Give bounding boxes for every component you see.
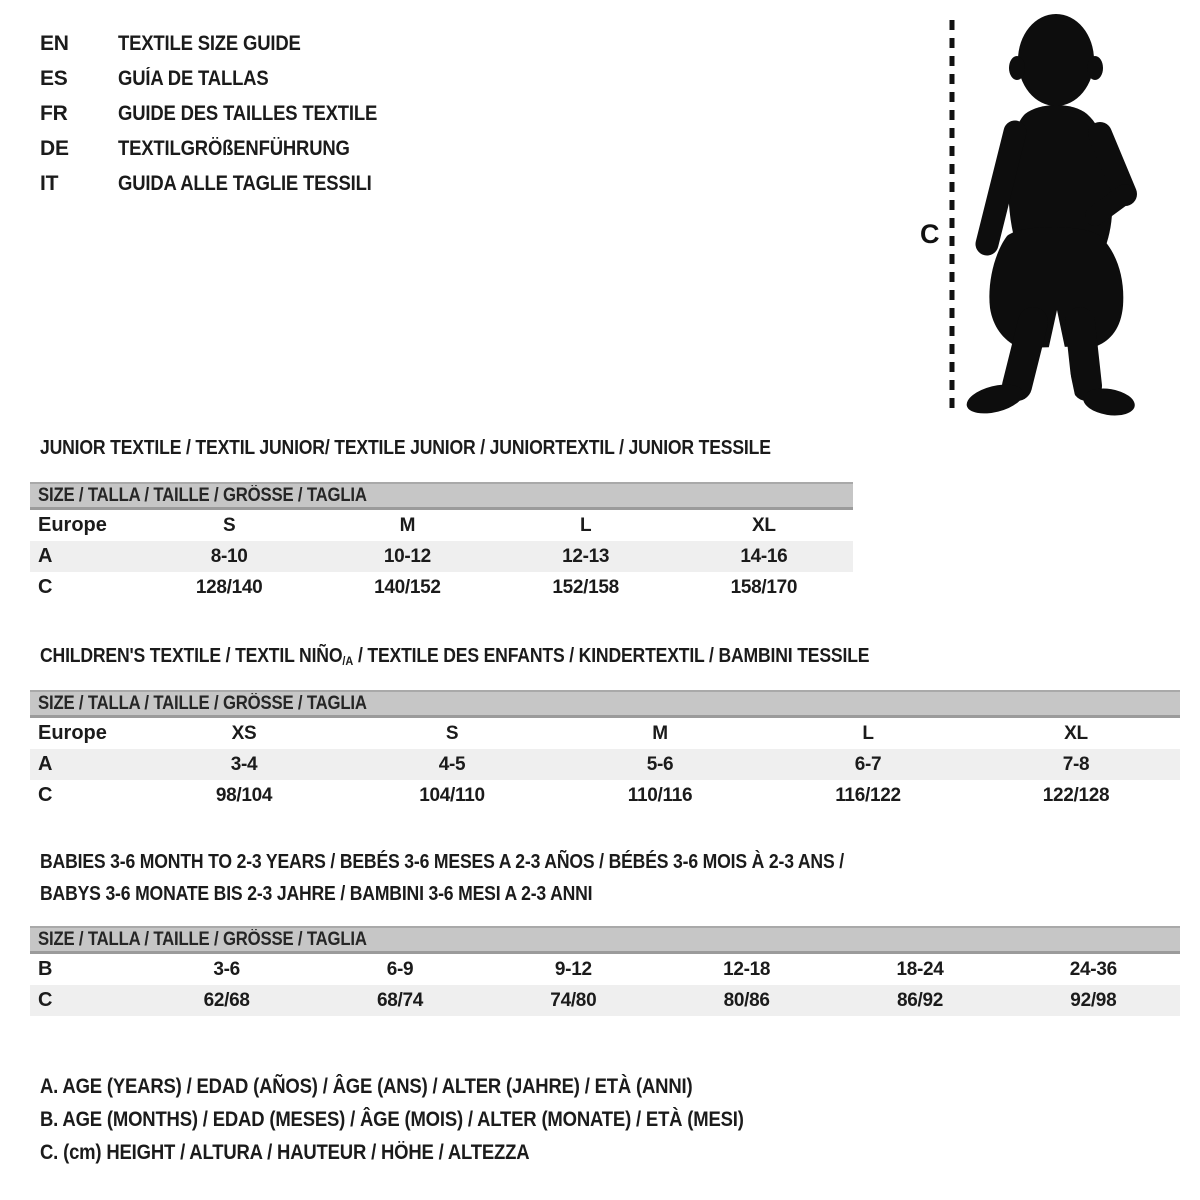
- size-cell: S: [222, 514, 236, 536]
- size-cell: 128/140: [195, 576, 263, 598]
- size-cell: 92/98: [1070, 989, 1117, 1011]
- language-row: [40, 61, 412, 96]
- language-guide-title: TEXTILGRÖßENFÜHRUNG: [118, 136, 350, 160]
- language-row: [40, 131, 412, 166]
- size-cell: XL: [1064, 722, 1088, 744]
- row-label: C: [38, 576, 53, 598]
- table-row-b: [30, 954, 1180, 985]
- size-cell: S: [445, 722, 459, 744]
- section-title-line: BABYS 3-6 MONATE BIS 2-3 JAHRE / BAMBINI 3-6 MESI A 2-3 ANNI: [40, 883, 593, 905]
- size-cell: 7-8: [1062, 753, 1090, 775]
- table-row-europe: [30, 718, 1180, 749]
- size-cell: 24-36: [1069, 958, 1117, 980]
- size-header-bar: [30, 690, 1180, 718]
- figure-area: [900, 0, 1160, 425]
- size-table-junior: [30, 482, 853, 603]
- size-cell: XS: [231, 722, 257, 744]
- language-guide-title: TEXTILE SIZE GUIDE: [118, 31, 301, 55]
- section-title-junior: [40, 432, 870, 464]
- language-code: IT: [40, 171, 59, 195]
- row-label: A: [38, 545, 53, 567]
- legend-line: A. AGE (YEARS) / EDAD (AÑOS) / ÂGE (ANS) / ALTER (JAHRE) / ETÀ (ANNI): [40, 1075, 693, 1098]
- size-cell: 14-16: [740, 545, 788, 567]
- size-header-label: SIZE / TALLA / TAILLE / GRÖSSE / TAGLIA: [38, 693, 367, 714]
- size-cell: 5-6: [646, 753, 674, 775]
- size-cell: 9-12: [554, 958, 592, 980]
- size-cell: 18-24: [896, 958, 944, 980]
- table-row-c: [30, 780, 1180, 811]
- size-cell: 3-6: [213, 958, 240, 980]
- section-title-line: CHILDREN'S TEXTILE / TEXTIL $NIÑO_{/A}$ / TEXTILE DES ENFANTS / KINDERTEXTIL / BAMBINI TESSILE: [40, 645, 870, 669]
- size-cell: 12-18: [723, 958, 771, 980]
- size-cell: 6-9: [386, 958, 414, 980]
- language-code: FR: [40, 101, 68, 125]
- row-label: C: [38, 989, 53, 1011]
- size-cell: 3-4: [230, 753, 258, 775]
- table-row-c: [30, 572, 853, 603]
- language-title-list: [40, 26, 412, 201]
- size-cell: 68/74: [376, 989, 424, 1011]
- section-title-babies: [40, 846, 954, 910]
- size-header-bar: [30, 926, 1180, 954]
- row-label: B: [38, 958, 53, 980]
- toddler-silhouette-icon: [964, 14, 1137, 424]
- row-label: C: [38, 784, 53, 806]
- size-cell: 12-13: [562, 545, 610, 567]
- row-label: A: [38, 753, 53, 775]
- size-cell: 62/68: [203, 989, 250, 1011]
- table-row-c: [30, 985, 1180, 1016]
- legend-line: B. AGE (MONTHS) / EDAD (MESES) / ÂGE (MOIS) / ALTER (MONATE) / ETÀ (MESI): [40, 1108, 744, 1131]
- language-code: DE: [40, 136, 69, 160]
- table-row-europe: [30, 510, 853, 541]
- size-cell: M: [652, 722, 668, 744]
- size-cell: L: [579, 514, 592, 536]
- language-guide-title: GUIDE DES TAILLES TEXTILE: [118, 101, 378, 125]
- size-cell: 86/92: [896, 989, 944, 1011]
- size-table-children: [30, 690, 1180, 811]
- row-label: Europe: [38, 722, 107, 744]
- language-row: [40, 96, 412, 131]
- section-title-line: BABIES 3-6 MONTH TO 2-3 YEARS / BEBÉS 3-6 MESES A 2-3 AÑOS / BÉBÉS 3-6 MOIS À 2-3 ANS /: [40, 851, 844, 873]
- size-cell: 122/128: [1042, 784, 1110, 806]
- section-title-children: [40, 640, 982, 672]
- size-cell: 10-12: [383, 545, 431, 567]
- size-header-label: SIZE / TALLA / TAILLE / GRÖSSE / TAGLIA: [38, 485, 367, 506]
- size-cell: 4-5: [438, 753, 466, 775]
- section-title-line: JUNIOR TEXTILE / TEXTIL JUNIOR/ TEXTILE JUNIOR / JUNIORTEXTIL / JUNIOR TESSILE: [40, 437, 771, 459]
- size-cell: 110/116: [627, 784, 693, 806]
- legend: [40, 1070, 840, 1169]
- size-cell: 6-7: [854, 753, 882, 775]
- size-cell: 116/122: [835, 784, 901, 806]
- language-code: ES: [40, 66, 68, 90]
- size-cell: 158/170: [730, 576, 798, 598]
- size-cell: 140/152: [374, 576, 441, 598]
- table-row-a: [30, 541, 853, 572]
- size-cell: L: [862, 722, 874, 744]
- language-row: [40, 26, 412, 61]
- size-header-bar: [30, 482, 853, 510]
- size-cell: 152/158: [552, 576, 619, 598]
- size-cell: 104/110: [419, 784, 485, 806]
- height-label: C: [920, 219, 940, 249]
- size-cell: M: [399, 514, 416, 536]
- size-table-babies: [30, 926, 1180, 1016]
- size-cell: XL: [752, 514, 776, 536]
- language-guide-title: GUÍA DE TALLAS: [118, 66, 269, 90]
- language-code: EN: [40, 31, 69, 55]
- language-guide-title: GUIDA ALLE TAGLIE TESSILI: [118, 171, 372, 195]
- size-cell: 8-10: [210, 545, 248, 567]
- table-row-a: [30, 749, 1180, 780]
- language-row: [40, 166, 412, 201]
- size-cell: 98/104: [215, 784, 273, 806]
- size-header-label: SIZE / TALLA / TAILLE / GRÖSSE / TAGLIA: [38, 929, 367, 950]
- size-cell: 80/86: [723, 989, 770, 1011]
- row-label: Europe: [38, 514, 107, 536]
- legend-line: C. (cm) HEIGHT / ALTURA / HAUTEUR / HÖHE / ALTEZZA: [40, 1141, 530, 1164]
- size-cell: 74/80: [550, 989, 597, 1011]
